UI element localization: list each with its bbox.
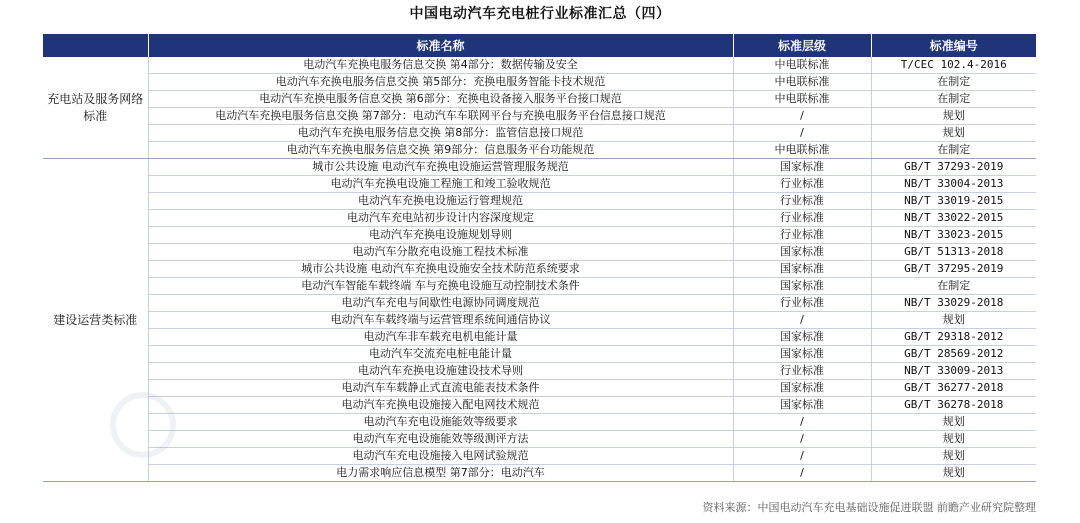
standard-name-cell: 电动汽车充换电设施接入配电网技术规范 bbox=[148, 397, 733, 414]
standard-level-cell: 行业标准 bbox=[733, 227, 871, 244]
standard-level-cell: 国家标准 bbox=[733, 261, 871, 278]
table-row bbox=[43, 363, 1036, 380]
header-code: 标准编号 bbox=[871, 34, 1036, 57]
standard-code-cell: 在制定 bbox=[871, 74, 1036, 91]
table-row bbox=[43, 176, 1036, 193]
standard-name-cell: 电动汽车充换电服务信息交换 第4部分：数据传输及安全 bbox=[148, 57, 733, 74]
standard-level-cell: 国家标准 bbox=[733, 346, 871, 363]
standard-name-cell: 电动汽车智能车载终端 车与充换电设施互动控制技术条件 bbox=[148, 278, 733, 295]
table-row bbox=[43, 74, 1036, 91]
standard-code-cell: GB/T 36277-2018 bbox=[871, 380, 1036, 397]
standard-level-cell: / bbox=[733, 465, 871, 482]
standard-level-cell: 行业标准 bbox=[733, 295, 871, 312]
standard-code-cell: T/CEC 102.4-2016 bbox=[871, 57, 1036, 74]
table-row bbox=[43, 465, 1036, 482]
table-row bbox=[43, 414, 1036, 431]
standard-name-cell: 电动汽车充换电服务信息交换 第5部分：充换电服务智能卡技术规范 bbox=[148, 74, 733, 91]
category-cell: 充电站及服务网络标准 bbox=[43, 57, 148, 159]
standard-level-cell: / bbox=[733, 448, 871, 465]
standard-name-cell: 电动汽车非车载充电机电能计量 bbox=[148, 329, 733, 346]
standard-level-cell: 行业标准 bbox=[733, 363, 871, 380]
table-row bbox=[43, 193, 1036, 210]
standard-code-cell: 在制定 bbox=[871, 142, 1036, 159]
standard-code-cell: 规划 bbox=[871, 431, 1036, 448]
standard-name-cell: 电动汽车充换电设施建设技术导则 bbox=[148, 363, 733, 380]
table-row bbox=[43, 431, 1036, 448]
category-cell: 建设运营类标准 bbox=[43, 159, 148, 482]
standard-code-cell: GB/T 37295-2019 bbox=[871, 261, 1036, 278]
table-row bbox=[43, 159, 1036, 176]
standard-level-cell: 中电联标准 bbox=[733, 142, 871, 159]
table-row bbox=[43, 210, 1036, 227]
standard-name-cell: 电动汽车充换电设施运行管理规范 bbox=[148, 193, 733, 210]
standard-level-cell: / bbox=[733, 125, 871, 142]
header-name: 标准名称 bbox=[148, 34, 733, 57]
standard-name-cell: 电动汽车充电设施能效等级测评方法 bbox=[148, 431, 733, 448]
standard-name-cell: 电动汽车充换电服务信息交换 第8部分：监管信息接口规范 bbox=[148, 125, 733, 142]
table-row bbox=[43, 91, 1036, 108]
table-header-row bbox=[43, 34, 1036, 57]
table-row bbox=[43, 448, 1036, 465]
table-row bbox=[43, 346, 1036, 363]
standard-code-cell: NB/T 33009-2013 bbox=[871, 363, 1036, 380]
header-category bbox=[43, 34, 148, 57]
standard-name-cell: 电动汽车充换电设施工程施工和竣工验收规范 bbox=[148, 176, 733, 193]
table-row bbox=[43, 261, 1036, 278]
standards-table bbox=[43, 34, 1036, 482]
standard-name-cell: 电动汽车充换电服务信息交换 第7部分：电动汽车车联网平台与充换电服务平台信息接口规范 bbox=[148, 108, 733, 125]
table-row bbox=[43, 278, 1036, 295]
standard-name-cell: 电动汽车充换电服务信息交换 第9部分：信息服务平台功能规范 bbox=[148, 142, 733, 159]
standard-level-cell: 国家标准 bbox=[733, 159, 871, 176]
standard-code-cell: 规划 bbox=[871, 108, 1036, 125]
table-row bbox=[43, 142, 1036, 159]
table-row bbox=[43, 227, 1036, 244]
standard-code-cell: 在制定 bbox=[871, 278, 1036, 295]
standard-level-cell: 国家标准 bbox=[733, 329, 871, 346]
standard-code-cell: NB/T 33004-2013 bbox=[871, 176, 1036, 193]
table-row bbox=[43, 244, 1036, 261]
standard-code-cell: GB/T 51313-2018 bbox=[871, 244, 1036, 261]
standard-name-cell: 电动汽车充电设施能效等级要求 bbox=[148, 414, 733, 431]
standard-level-cell: 中电联标准 bbox=[733, 91, 871, 108]
standard-code-cell: 在制定 bbox=[871, 91, 1036, 108]
header-level: 标准层级 bbox=[733, 34, 871, 57]
table-row bbox=[43, 329, 1036, 346]
standard-level-cell: / bbox=[733, 312, 871, 329]
standard-level-cell: 国家标准 bbox=[733, 278, 871, 295]
standard-code-cell: 规划 bbox=[871, 414, 1036, 431]
page-title: 中国电动汽车充电桩行业标准汇总（四） bbox=[409, 6, 671, 22]
table-row bbox=[43, 108, 1036, 125]
standard-name-cell: 电动汽车充电设施接入电网试验规范 bbox=[148, 448, 733, 465]
standard-level-cell: / bbox=[733, 108, 871, 125]
standard-name-cell: 电动汽车交流充电桩电能计量 bbox=[148, 346, 733, 363]
standard-code-cell: NB/T 33023-2015 bbox=[871, 227, 1036, 244]
standard-code-cell: 规划 bbox=[871, 465, 1036, 482]
table-row bbox=[43, 125, 1036, 142]
standard-level-cell: 行业标准 bbox=[733, 176, 871, 193]
table-row bbox=[43, 380, 1036, 397]
standard-name-cell: 电动汽车充换电服务信息交换 第6部分：充换电设备接入服务平台接口规范 bbox=[148, 91, 733, 108]
table-body bbox=[43, 57, 1036, 482]
table-row bbox=[43, 312, 1036, 329]
standard-level-cell: / bbox=[733, 431, 871, 448]
table-row bbox=[43, 57, 1036, 74]
standard-name-cell: 电动汽车充电与间歇性电源协同调度规范 bbox=[148, 295, 733, 312]
standard-level-cell: 国家标准 bbox=[733, 244, 871, 261]
standard-name-cell: 电动汽车充换电设施规划导则 bbox=[148, 227, 733, 244]
standard-name-cell: 电动汽车车载静止式直流电能表技术条件 bbox=[148, 380, 733, 397]
source-note: 资料来源：中国电动汽车充电基础设施促进联盟 前瞻产业研究院整理 bbox=[702, 501, 1036, 514]
standard-level-cell: 行业标准 bbox=[733, 193, 871, 210]
standard-name-cell: 城市公共设施 电动汽车充换电设施安全技术防范系统要求 bbox=[148, 261, 733, 278]
standard-level-cell: 中电联标准 bbox=[733, 74, 871, 91]
standard-code-cell: GB/T 28569-2012 bbox=[871, 346, 1036, 363]
standard-level-cell: / bbox=[733, 414, 871, 431]
standard-code-cell: 规划 bbox=[871, 312, 1036, 329]
standard-level-cell: 中电联标准 bbox=[733, 57, 871, 74]
standard-name-cell: 电力需求响应信息模型 第7部分：电动汽车 bbox=[148, 465, 733, 482]
standard-code-cell: NB/T 33019-2015 bbox=[871, 193, 1036, 210]
standard-name-cell: 电动汽车车载终端与运营管理系统间通信协议 bbox=[148, 312, 733, 329]
standard-code-cell: NB/T 33022-2015 bbox=[871, 210, 1036, 227]
standard-name-cell: 电动汽车分散充电设施工程技术标准 bbox=[148, 244, 733, 261]
standard-name-cell: 电动汽车充电站初步设计内容深度规定 bbox=[148, 210, 733, 227]
table-row bbox=[43, 295, 1036, 312]
standard-name-cell: 城市公共设施 电动汽车充换电设施运营管理服务规范 bbox=[148, 159, 733, 176]
standard-level-cell: 国家标准 bbox=[733, 380, 871, 397]
table-row bbox=[43, 397, 1036, 414]
standard-level-cell: 行业标准 bbox=[733, 210, 871, 227]
standard-code-cell: 规划 bbox=[871, 448, 1036, 465]
standard-code-cell: GB/T 36278-2018 bbox=[871, 397, 1036, 414]
standard-code-cell: GB/T 37293-2019 bbox=[871, 159, 1036, 176]
standard-code-cell: NB/T 33029-2018 bbox=[871, 295, 1036, 312]
standard-level-cell: 国家标准 bbox=[733, 397, 871, 414]
standard-code-cell: 规划 bbox=[871, 125, 1036, 142]
standard-code-cell: GB/T 29318-2012 bbox=[871, 329, 1036, 346]
